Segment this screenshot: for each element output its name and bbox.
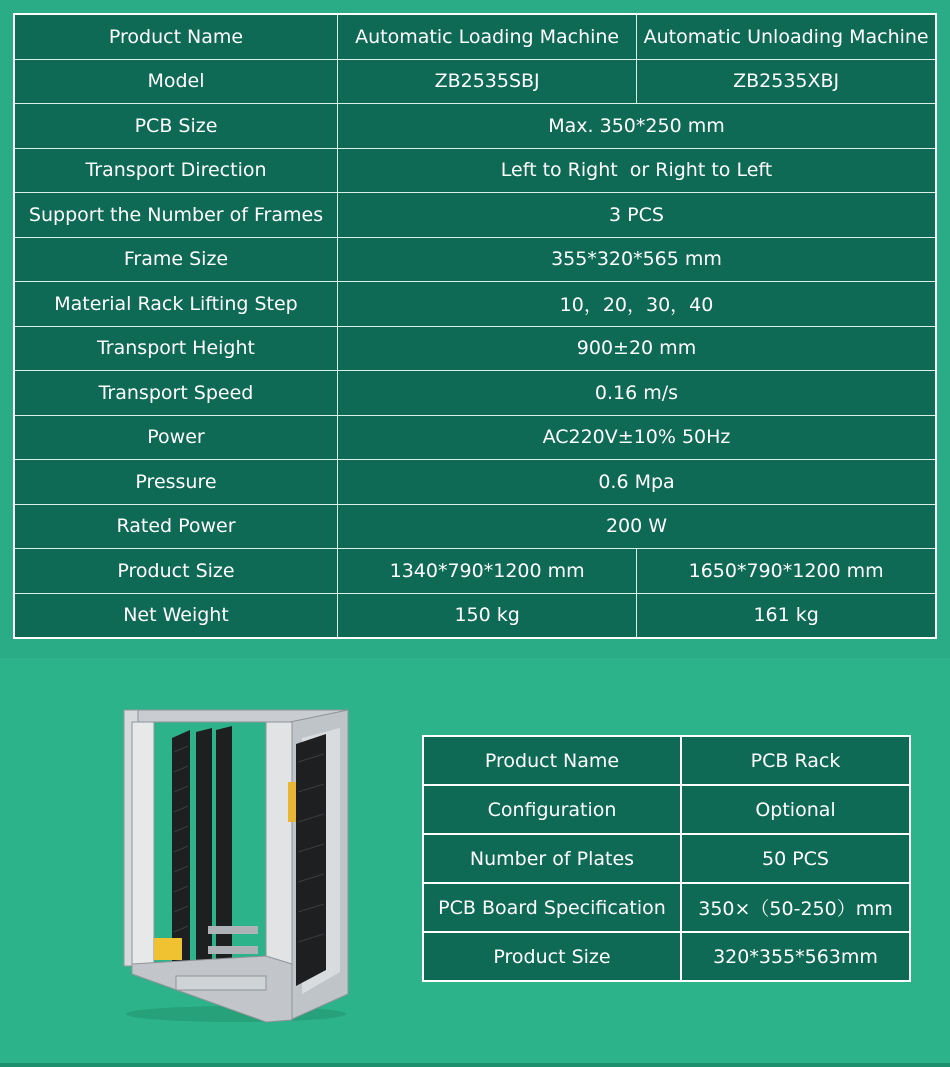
row-label: Product Name — [423, 736, 681, 785]
table-row — [14, 104, 936, 149]
row-label: Pressure — [14, 460, 338, 505]
row-label: Net Weight — [14, 593, 338, 638]
row-value: PCB Rack — [681, 736, 910, 785]
row-value-loading: 150 kg — [338, 593, 637, 638]
row-value-unloading: 1650*790*1200 mm — [637, 549, 936, 594]
row-value: 350×（50-250）mm — [681, 883, 910, 932]
row-label: Frame Size — [14, 237, 338, 282]
row-label: Configuration — [423, 785, 681, 834]
row-value-loading: ZB2535SBJ — [338, 59, 637, 104]
table-row — [423, 932, 910, 981]
table-row — [14, 371, 936, 416]
row-value: 0.6 Mpa — [338, 460, 937, 505]
row-label: Power — [14, 415, 338, 460]
row-value-unloading: 161 kg — [637, 593, 936, 638]
row-value: 900±20 mm — [338, 326, 937, 371]
table-row — [14, 593, 936, 638]
row-value-unloading: ZB2535XBJ — [637, 59, 936, 104]
table-header-row — [14, 14, 936, 59]
header-unloading-machine: Automatic Unloading Machine — [637, 14, 936, 59]
table-row — [14, 504, 936, 549]
row-label: Number of Plates — [423, 834, 681, 883]
pcb-rack-image — [116, 702, 356, 1024]
table-row — [14, 460, 936, 505]
row-value: Max. 350*250 mm — [338, 104, 937, 149]
row-value: 320*355*563mm — [681, 932, 910, 981]
table-row — [14, 59, 936, 104]
row-value: 50 PCS — [681, 834, 910, 883]
table-row — [423, 883, 910, 932]
table-row — [14, 415, 936, 460]
row-value-loading: 1340*790*1200 mm — [338, 549, 637, 594]
table-row — [423, 834, 910, 883]
table-row — [14, 282, 936, 327]
row-label: Material Rack Lifting Step — [14, 282, 338, 327]
row-label: Product Size — [423, 932, 681, 981]
table-row — [14, 193, 936, 238]
header-loading-machine: Automatic Loading Machine — [338, 14, 637, 59]
row-label: PCB Size — [14, 104, 338, 149]
row-value: 200 W — [338, 504, 937, 549]
row-value: Optional — [681, 785, 910, 834]
row-label: Transport Speed — [14, 371, 338, 416]
table-row — [14, 237, 936, 282]
row-label: Transport Height — [14, 326, 338, 371]
row-label: Product Size — [14, 549, 338, 594]
row-value: 355*320*565 mm — [338, 237, 937, 282]
pcb-rack-spec-table — [422, 735, 911, 982]
table-row — [14, 549, 936, 594]
row-value: AC220V±10% 50Hz — [338, 415, 937, 460]
table-row — [423, 785, 910, 834]
machine-spec-table — [13, 13, 937, 639]
row-label: Rated Power — [14, 504, 338, 549]
row-label: PCB Board Specification — [423, 883, 681, 932]
row-value: 10，20，30，40 — [338, 282, 937, 327]
header-label: Product Name — [14, 14, 338, 59]
table-row — [14, 148, 936, 193]
row-value: 3 PCS — [338, 193, 937, 238]
row-label: Model — [14, 59, 338, 104]
row-label: Support the Number of Frames — [14, 193, 338, 238]
row-value: 0.16 m/s — [338, 371, 937, 416]
row-value: Left to Right or Right to Left — [338, 148, 937, 193]
bottom-divider — [0, 1063, 950, 1067]
table-row — [14, 326, 936, 371]
table-row — [423, 736, 910, 785]
row-label: Transport Direction — [14, 148, 338, 193]
